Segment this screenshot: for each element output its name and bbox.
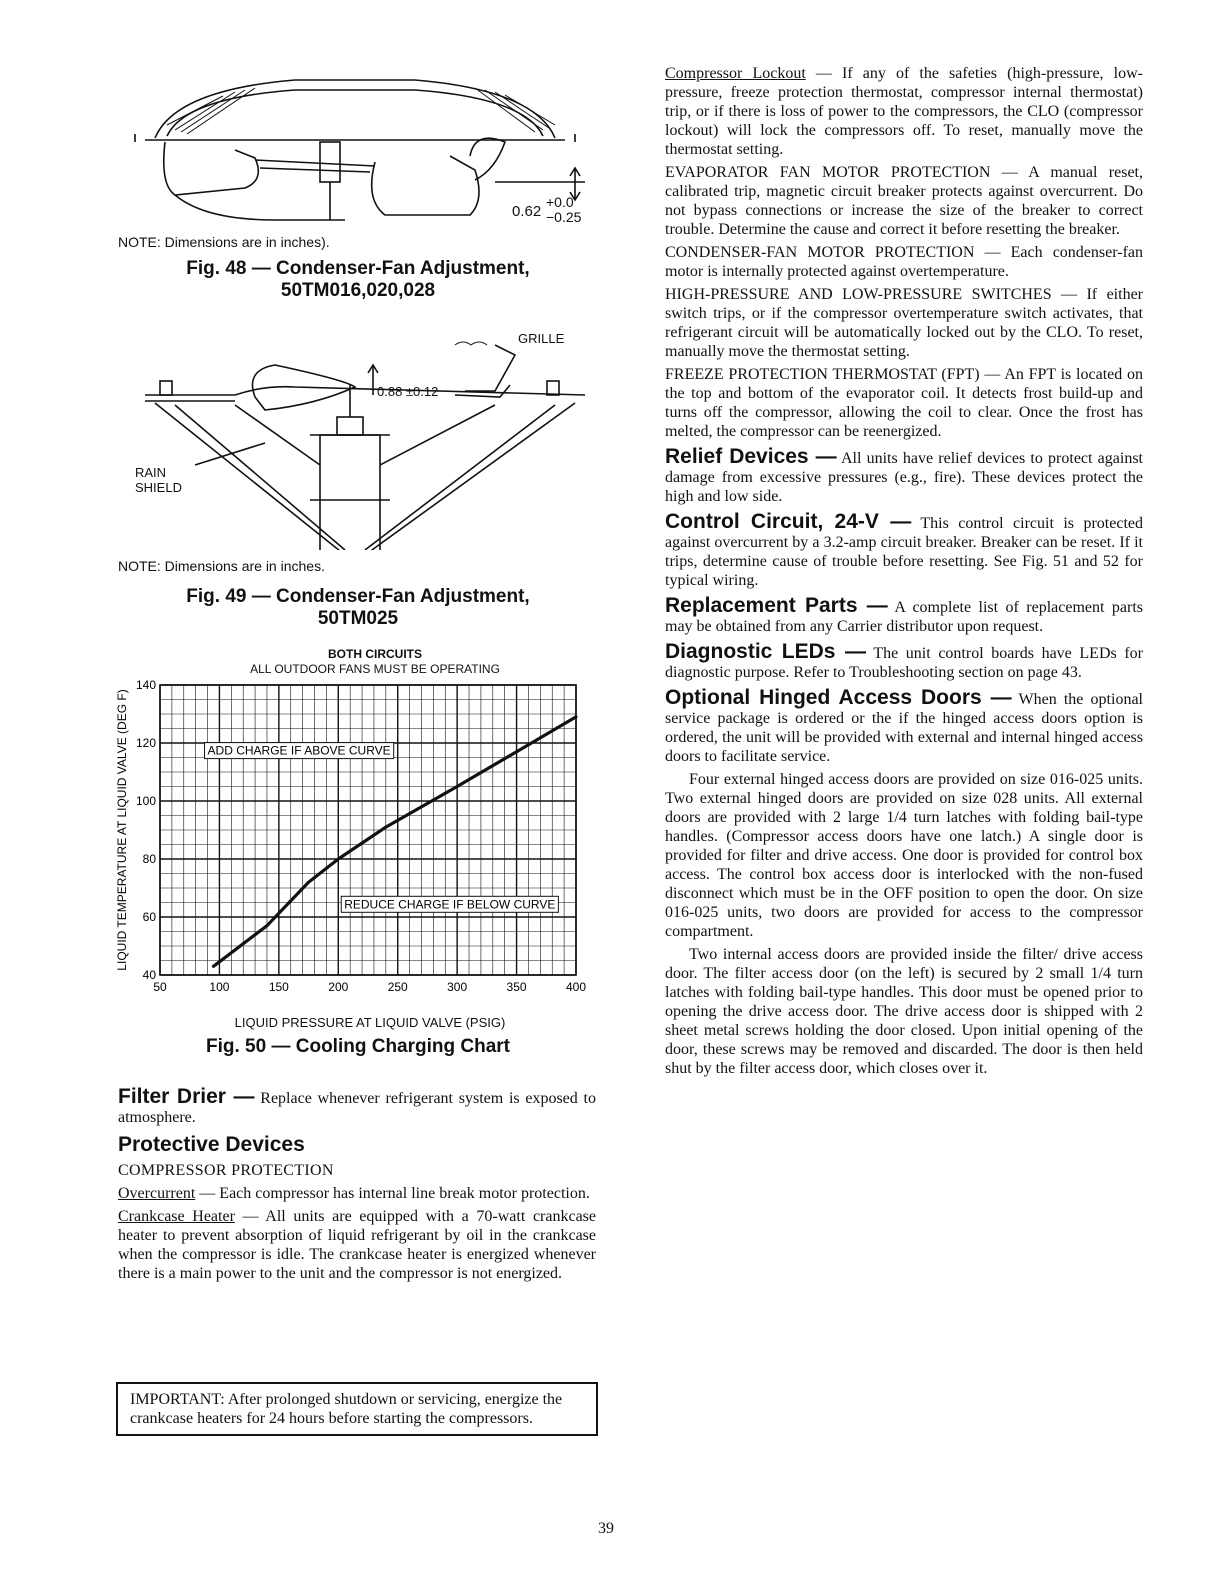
control-text: This control circuit is protected against overcurrent by a 3.2-amp circuit breaker. Breaker can be reset. If it trips, determine cause of trouble before resetting. See Fig. 51 and 52 for typical wiring. xyxy=(665,515,1143,589)
annotation-add-charge: ADD CHARGE IF ABOVE CURVE xyxy=(207,743,391,758)
fig49-drawing xyxy=(115,325,615,550)
fig49-note: NOTE: Dimensions are in inches. xyxy=(118,558,325,574)
y-tick-label: 80 xyxy=(142,852,156,866)
x-tick-label: 50 xyxy=(153,980,167,994)
hplp-para xyxy=(665,285,1143,361)
replace-text: A complete list of replacement parts may be obtained from any Carrier distributor upon request. xyxy=(665,599,1144,635)
fig48-note: NOTE: Dimensions are in inches). xyxy=(118,234,330,250)
relief-para xyxy=(665,447,1143,506)
x-tick-label: 150 xyxy=(268,980,289,994)
overcurrent-text: — Each compressor has internal line break motor protection. xyxy=(195,1185,590,1202)
fig48-caption-line2: 50TM016,020,028 xyxy=(280,280,436,301)
relief-heading: Relief Devices — xyxy=(665,445,837,468)
x-tick-label: 100 xyxy=(209,980,230,994)
chart-xlabel: LIQUID PRESSURE AT LIQUID VALVE (PSIG) xyxy=(234,1015,506,1030)
diag-text: The unit control boards have LEDs for diagnostic purpose. Refer to Troubleshooting section on page 43. xyxy=(665,645,1144,681)
crankcase-text: — All units are equipped with a 70-watt crankcase heater to prevent absorption of liquid refrigerant by oil in the crankcase when the compressor is idle. The crankcase heater is energized whenever there is a main power to the unit and the compressor is not energized. xyxy=(118,1208,597,1282)
fig49-caption-line1: Fig. 49 — Condenser-Fan Adjustment, xyxy=(186,586,530,607)
hplp-text: — If either switch trips, or if the compressor overtemperature switch activates, that refrigerant circuit will be automatically locked out by the CLO. To reset, manually move the thermostat setting. xyxy=(665,286,1144,360)
fig49-rain-label-line1: RAIN xyxy=(135,465,167,480)
fig49-grille-label: GRILLE xyxy=(518,331,565,346)
x-tick-label: 200 xyxy=(328,980,349,994)
replace-heading: Replacement Parts — xyxy=(665,594,888,617)
fig48-caption xyxy=(118,258,598,302)
cooling-charging-chart xyxy=(110,675,600,1015)
fpt-text: — An FPT is located on the top and bottom of the evaporator coil. It detects frost build-up and turns off the compressor, allowing the coil to clear. Once the frost has melted, the compressor can be reenergized. xyxy=(665,366,1143,440)
x-tick-label: 400 xyxy=(565,980,587,994)
lockout-label: Compressor Lockout xyxy=(665,65,806,82)
overcurrent-para xyxy=(118,1184,596,1203)
chart-grid xyxy=(160,685,576,975)
y-tick-label: 100 xyxy=(135,794,156,808)
fig49-caption xyxy=(118,586,598,630)
fig50-caption: Fig. 50 — Cooling Charging Chart xyxy=(206,1036,510,1057)
fpt-label: FREEZE PROTECTION THERMOSTAT (FPT) xyxy=(665,366,980,383)
fig48-dim-value: 0.62 xyxy=(512,203,542,220)
cond-text: — Each condenser-fan motor is internally protected against overtemperature. xyxy=(665,244,1144,280)
compressor-protection-heading: COMPRESSOR PROTECTION xyxy=(118,1162,334,1179)
x-tick-label: 300 xyxy=(447,980,468,994)
filter-drier-text: Replace whenever refrigerant system is exposed to atmosphere. xyxy=(118,1090,596,1126)
chart-labels xyxy=(115,678,586,994)
doors-para-2: Four external hinged access doors are provided on size 016-025 units. Two external hinged doors are provided on size 028 units. All external doors are provided with 2 large 1/4 turn latches with folding bail-type handles. (Compressor access doors have one latch.) A single door is provided for filter and drive access. One door is provided for control box access. The control box access door is interlocked with the non-fused disconnect which must be in the OFF position to open the door. On size 016-025 units, two doors are provided for access to the compressor compartment. xyxy=(665,771,1143,940)
cond-para xyxy=(665,243,1143,281)
control-para xyxy=(665,512,1143,590)
lockout-para xyxy=(665,64,1143,159)
control-heading: Control Circuit, 24-V — xyxy=(665,510,912,533)
important-box xyxy=(116,1382,598,1436)
filter-drier-heading: Filter Drier — xyxy=(118,1085,255,1108)
important-text: IMPORTANT: After prolonged shutdown or servicing, energize the crankcase heaters for 24 hours before starting the compressors. xyxy=(130,1391,563,1427)
fpt-para xyxy=(665,365,1143,441)
fig48-dim-minus: −0.25 xyxy=(546,209,582,225)
y-tick-label: 140 xyxy=(135,678,156,692)
left-column-text xyxy=(118,1087,596,1283)
lockout-text: — If any of the safeties (high-pressure, low-pressure, freeze protection thermostat, compressor internal thermostat) trip, or if there is loss of power to the compressors, the CLO (compressor lockout) will lock the compressors off. To reset, manually move the thermostat setting. xyxy=(665,65,1143,158)
chart-ylabel: LIQUID TEMPERATURE AT LIQUID VALVE (DEG F) xyxy=(115,689,129,971)
doors-para xyxy=(665,688,1143,766)
y-tick-label: 60 xyxy=(142,910,156,924)
right-column-text xyxy=(665,64,1143,1082)
crankcase-label: Crankcase Heater xyxy=(118,1208,235,1225)
fig49-rain-label xyxy=(135,465,182,495)
fig48-caption-line1: Fig. 48 — Condenser-Fan Adjustment, xyxy=(186,258,530,279)
doors-para-3: Two internal access doors are provided inside the filter/ drive access door. The filter access door (on the left) is secured by 2 small 1/4 turn latches with folding bail-type handles. This door must be opened prior to opening the drive access door. The drive access door is shipped with 2 sheet metal screws holding the door closed. Upon initial opening of the door, these screws may be removed and discarded. The door is then held shut by the filter access door, which closes over it. xyxy=(665,946,1143,1077)
fig48-dim-plus: +0.0 xyxy=(546,194,574,210)
fig49-dim-label: 0.88 ±0.12 xyxy=(377,384,439,399)
evap-text: — A manual reset, calibrated trip, magnetic circuit breaker protects against overcurrent. Do not bypass connections or increase the size of the breaker to correct trouble. Determine the cause and correct it before resetting the breaker. xyxy=(665,164,1143,238)
crankcase-para xyxy=(118,1207,596,1283)
protective-devices-heading: Protective Devices xyxy=(118,1133,305,1156)
filter-drier-para xyxy=(118,1087,596,1127)
hplp-label: HIGH-PRESSURE AND LOW-PRESSURE SWITCHES xyxy=(665,286,1052,303)
overcurrent-label: Overcurrent xyxy=(118,1185,196,1202)
replace-para xyxy=(665,596,1143,636)
y-tick-label: 120 xyxy=(135,736,156,750)
diag-para xyxy=(665,642,1143,682)
relief-text: All units have relief devices to protect against damage from excessive pressures (e.g., fire). These devices protect the high and low side. xyxy=(665,450,1143,505)
cond-label: CONDENSER-FAN MOTOR PROTECTION xyxy=(665,244,975,261)
doors-heading: Optional Hinged Access Doors — xyxy=(665,686,1012,709)
fig49-rain-label-line2: SHIELD xyxy=(135,480,182,495)
annotation-reduce-charge: REDUCE CHARGE IF BELOW CURVE xyxy=(344,897,556,912)
x-tick-label: 350 xyxy=(506,980,527,994)
evap-para xyxy=(665,163,1143,239)
x-tick-label: 250 xyxy=(387,980,408,994)
fig49-caption-line2: 50TM025 xyxy=(317,608,399,629)
evap-label: EVAPORATOR FAN MOTOR PROTECTION xyxy=(665,164,991,181)
doors-text: When the optional service package is ordered or the if the hinged access doors option is ordered, the unit will be provided with external and internal hinged access doors to facilitate service. xyxy=(665,691,1143,765)
chart-subtitle: ALL OUTDOOR FANS MUST BE OPERATING xyxy=(250,662,500,676)
y-tick-label: 40 xyxy=(142,968,156,982)
chart-title: BOTH CIRCUITS xyxy=(328,647,422,661)
page-number: 39 xyxy=(598,1520,614,1537)
diag-heading: Diagnostic LEDs — xyxy=(665,640,866,663)
